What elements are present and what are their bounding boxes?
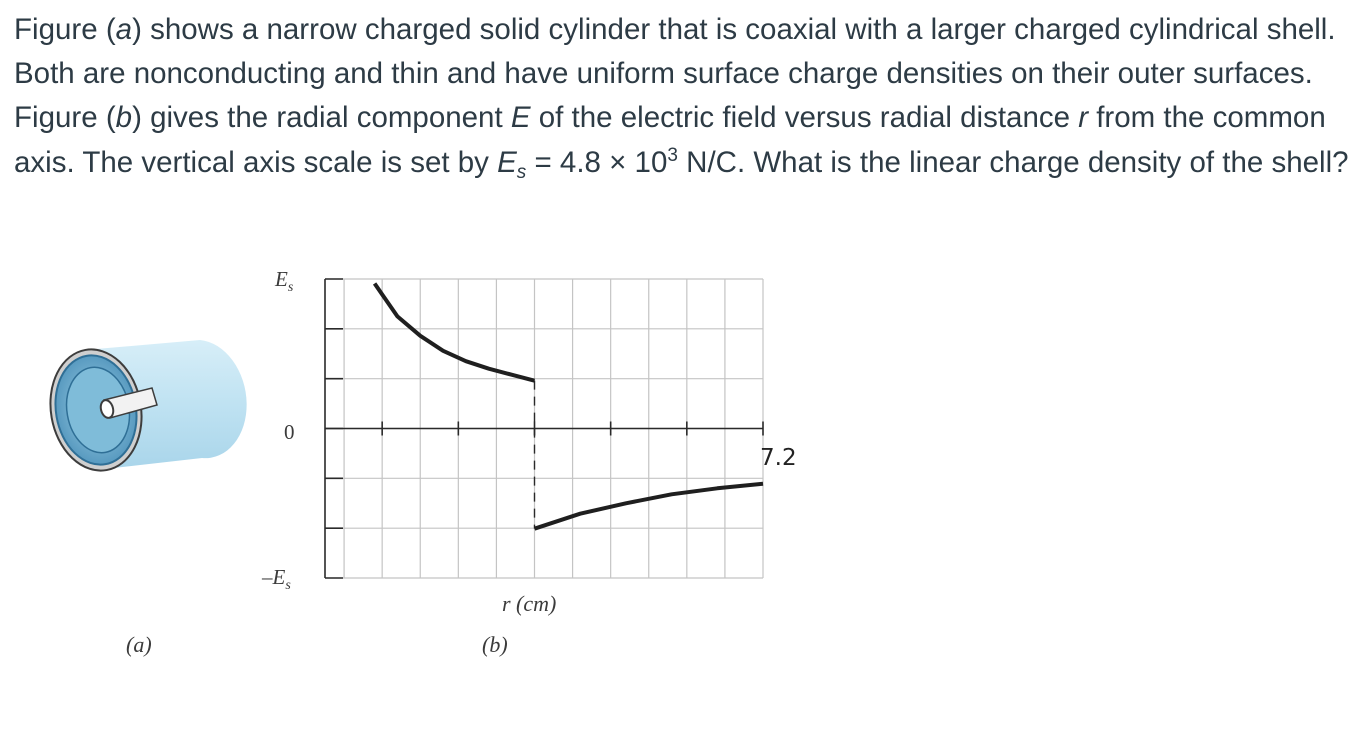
y-label-es: $E_s$ xyxy=(275,267,294,295)
y-label-neg-es: $-E_s$ xyxy=(262,565,291,593)
caption-figure-b: (b) xyxy=(482,632,508,657)
x-axis-label: r (cm) xyxy=(502,591,557,616)
x-end-annotation: 7.2 xyxy=(760,445,797,471)
caption-figure-a: (a) xyxy=(126,632,152,657)
y-label-zero: 0 xyxy=(284,420,295,444)
problem-statement: Figure (a) shows a narrow charged solid cylinder that is coaxial with a larger charged cylindrical shell. Both are nonconducting and thin and have uniform surface charge densities on their outer surfaces. Figure (b) gives the radial component E of the electric field versus radial distance r from the common axis. The vertical axis scale is set by $E_s = 4.8 \times 10^3$ N/C. What is the linear charge density of the shell? xyxy=(14,13,1349,183)
field-curves xyxy=(375,284,763,529)
graph-axes xyxy=(325,279,763,578)
curve-inside-shell xyxy=(375,284,535,381)
